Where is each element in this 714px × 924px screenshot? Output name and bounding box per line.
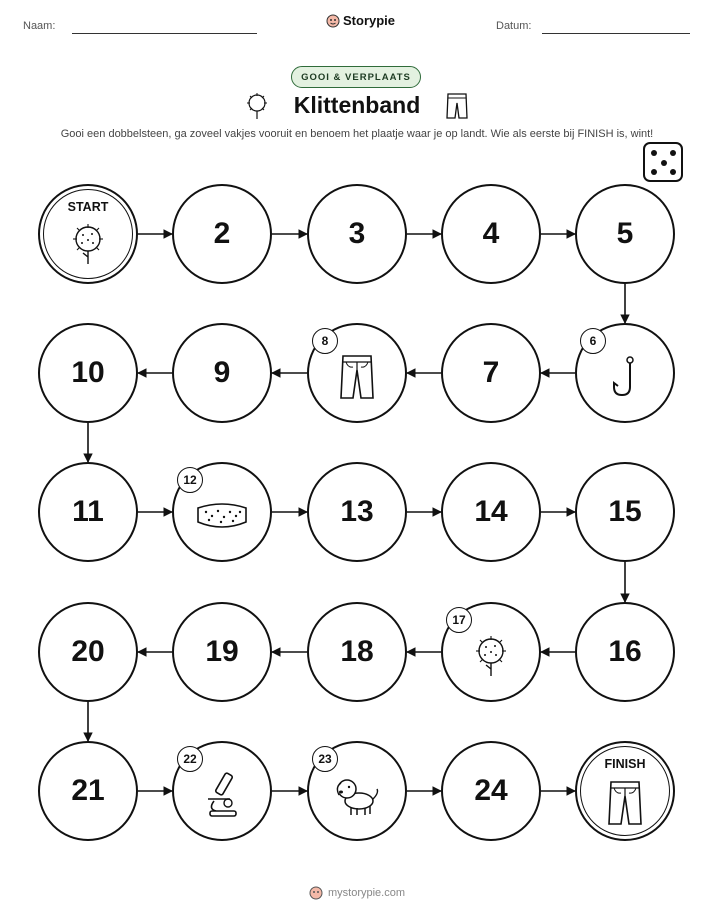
pants-icon	[606, 779, 644, 832]
cell-number: 9	[213, 356, 231, 389]
cell-number-badge: 17	[446, 607, 472, 633]
brand-name: Storypie	[343, 13, 396, 28]
number-cell-16	[575, 602, 675, 702]
cell-number: 5	[616, 217, 634, 250]
cell-number: 10	[71, 356, 105, 389]
cell-number-badge: 22	[177, 746, 203, 772]
number-cell-19	[172, 602, 272, 702]
footer	[0, 886, 714, 900]
cell-number: 19	[205, 635, 239, 668]
burdock-icon	[68, 222, 108, 271]
cell-number-badge: 23	[312, 746, 338, 772]
number-cell-9	[172, 323, 272, 423]
start-cell	[38, 184, 138, 284]
footer-url: mystorypie.com	[327, 887, 406, 899]
cell-number: 13	[340, 495, 374, 528]
cell-number: 14	[474, 495, 508, 528]
instructions: Gooi een dobbelsteen, ga zoveel vakjes vooruit en benoem het plaatje waar je op landt. Wie als eerste bij FINISH is, wint!	[60, 128, 654, 140]
pants-icon	[338, 353, 376, 406]
name-label: Naam:	[23, 20, 56, 32]
microscope-icon	[200, 771, 244, 824]
number-cell-4	[441, 184, 541, 284]
number-cell-7	[441, 323, 541, 423]
cell-number: 16	[608, 635, 642, 668]
number-cell-11	[38, 462, 138, 562]
sponge-icon	[194, 498, 250, 539]
cell-number: 4	[482, 217, 500, 250]
date-label: Datum:	[496, 20, 532, 32]
cell-number: 11	[72, 495, 104, 528]
cell-number: 20	[71, 635, 105, 668]
cell-number-badge: 6	[580, 328, 606, 354]
storypie-logo-icon	[309, 886, 323, 900]
page-title: Klittenband	[293, 92, 421, 118]
category-pill: GOOI & VERPLAATS	[291, 66, 421, 88]
number-cell-13	[307, 462, 407, 562]
cell-number: 24	[474, 774, 508, 807]
cell-number: 7	[482, 356, 500, 389]
finish-cell	[575, 741, 675, 841]
burdock-icon	[471, 634, 511, 683]
number-cell-3	[307, 184, 407, 284]
cell-number: 2	[213, 217, 231, 250]
number-cell-18	[307, 602, 407, 702]
number-cell-24	[441, 741, 541, 841]
cell-number: 18	[340, 635, 374, 668]
cell-number-badge: 12	[177, 467, 203, 493]
cell-number-badge: 8	[312, 328, 338, 354]
number-cell-21	[38, 741, 138, 841]
cell-number: 15	[608, 495, 642, 528]
dog-icon	[333, 773, 381, 822]
cell-number: 21	[71, 774, 105, 807]
cell-number: 3	[348, 217, 366, 250]
number-cell-14	[441, 462, 541, 562]
number-cell-5	[575, 184, 675, 284]
hook-icon	[608, 355, 642, 404]
start-label: START	[67, 200, 109, 214]
finish-label: FINISH	[604, 757, 646, 771]
number-cell-15	[575, 462, 675, 562]
number-cell-2	[172, 184, 272, 284]
number-cell-20	[38, 602, 138, 702]
number-cell-10	[38, 323, 138, 423]
